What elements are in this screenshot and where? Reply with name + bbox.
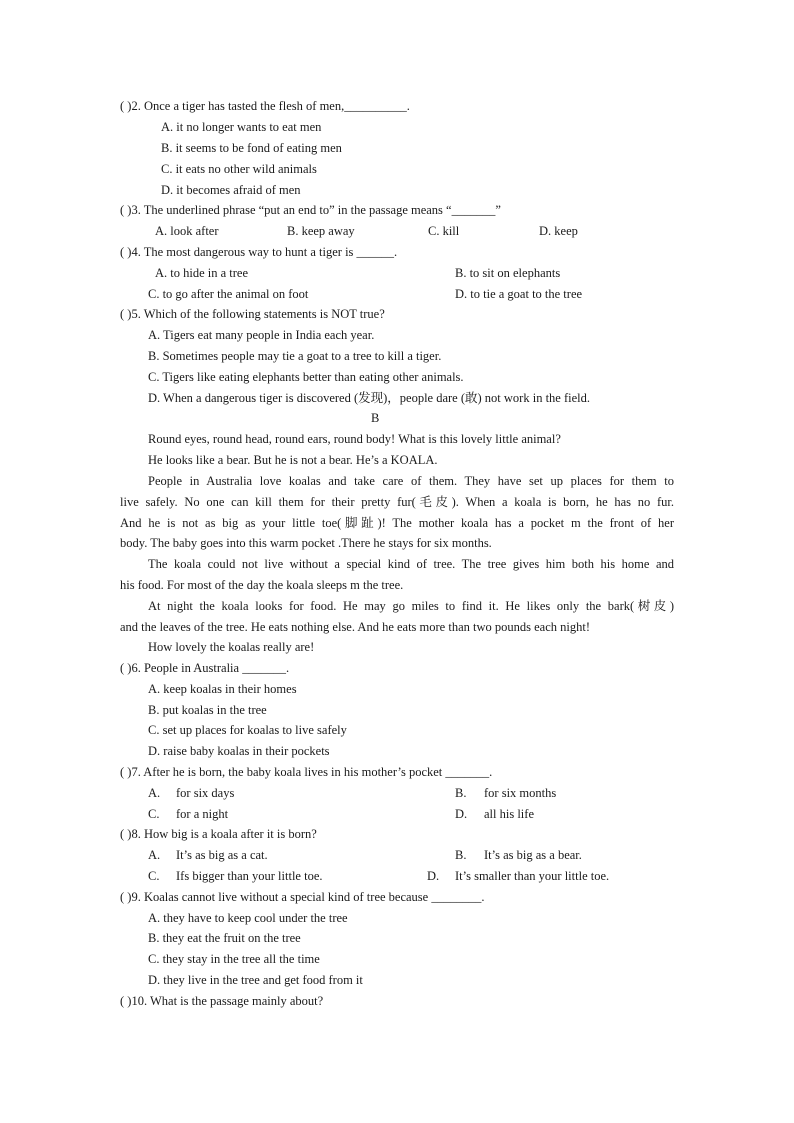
question-3-option-b: B. keep away xyxy=(287,224,355,238)
passage-paragraph-1-line-3: And he is not as big as your little toe(脚趾)! The mother koala has a pocket m the front of her xyxy=(120,516,674,530)
question-4-option-c: C. to go after the animal on foot xyxy=(148,287,309,301)
question-3-stem: ( )3. The underlined phrase “put an end to” in the passage means “_______” xyxy=(120,203,501,217)
question-5-option-a: A. Tigers eat many people in India each year. xyxy=(148,328,375,342)
passage-paragraph-2-line-1: The koala could not live without a special kind of tree. The tree gives him both his home and xyxy=(148,557,674,571)
question-7-option-c-text: for a night xyxy=(176,807,229,821)
question-8-option-b-letter: B. xyxy=(455,848,467,862)
question-8-stem: ( )8. How big is a koala after it is born? xyxy=(120,827,317,841)
passage-paragraph-4: How lovely the koalas really are! xyxy=(148,640,315,654)
question-2-option-d: D. it becomes afraid of men xyxy=(161,183,301,197)
question-5-option-c: C. Tigers like eating elephants better than eating other animals. xyxy=(148,370,464,384)
question-9-option-a: A. they have to keep cool under the tree xyxy=(148,911,348,925)
question-8-option-d-letter: D. xyxy=(427,869,440,883)
question-9-option-d: D. they live in the tree and get food from it xyxy=(148,973,363,987)
question-8-option-c-text: Ifs bigger than your little toe. xyxy=(176,869,323,883)
question-9-stem: ( )9. Koalas cannot live without a special kind of tree because ________. xyxy=(120,890,485,904)
question-6-option-d: D. raise baby koalas in their pockets xyxy=(148,744,330,758)
question-3-option-d: D. keep xyxy=(539,224,578,238)
question-5-option-d: D. When a dangerous tiger is discovered (发现)，people dare (敢) not work in the field. xyxy=(148,391,590,405)
question-7-option-d-letter: D. xyxy=(455,807,468,821)
question-2-option-c: C. it eats no other wild animals xyxy=(161,162,317,176)
question-9-option-b: B. they eat the fruit on the tree xyxy=(148,931,301,945)
question-4-option-b: B. to sit on elephants xyxy=(455,266,561,280)
question-4-option-a: A. to hide in a tree xyxy=(155,266,249,280)
question-6-option-a: A. keep koalas in their homes xyxy=(148,682,297,696)
passage-paragraph-3-line-1: At night the koala looks for food. He may go miles to find it. He likes only the bark(树皮) xyxy=(148,599,674,613)
question-7-option-c-letter: C. xyxy=(148,807,160,821)
question-6-option-b: B. put koalas in the tree xyxy=(148,703,267,717)
section-label: B xyxy=(371,411,380,425)
question-7-option-b-text: for six months xyxy=(484,786,557,800)
question-7-option-a-letter: A. xyxy=(148,786,161,800)
question-2-option-b: B. it seems to be fond of eating men xyxy=(161,141,342,155)
question-9-option-c: C. they stay in the tree all the time xyxy=(148,952,320,966)
question-7-stem: ( )7. After he is born, the baby koala lives in his mother’s pocket _______. xyxy=(120,765,493,779)
question-3-option-a: A. look after xyxy=(155,224,219,238)
question-6-stem: ( )6. People in Australia _______. xyxy=(120,661,290,675)
question-3-option-c: C. kill xyxy=(428,224,460,238)
question-8-option-d-text: It’s smaller than your little toe. xyxy=(455,869,610,883)
question-7-option-a-text: for six days xyxy=(176,786,235,800)
passage-intro-1: Round eyes, round head, round ears, round body! What is this lovely little animal? xyxy=(148,432,561,446)
passage-paragraph-1-line-2: live safely. No one can kill them for their pretty fur(毛皮). When a koala is born, he has no fur. xyxy=(120,495,674,509)
question-7-option-d-text: all his life xyxy=(484,807,534,821)
passage-paragraph-1-line-1: People in Australia love koalas and take care of them. They have set up places for them to xyxy=(148,474,674,488)
question-4-option-d: D. to tie a goat to the tree xyxy=(455,287,583,301)
passage-paragraph-3-line-2: and the leaves of the tree. He eats nothing else. And he eats more than two pounds each night! xyxy=(120,620,590,634)
question-10-stem: ( )10. What is the passage mainly about? xyxy=(120,994,324,1008)
question-8-option-a-letter: A. xyxy=(148,848,161,862)
question-2-option-a: A. it no longer wants to eat men xyxy=(161,120,322,134)
question-5-option-b: B. Sometimes people may tie a goat to a tree to kill a tiger. xyxy=(148,349,442,363)
question-6-option-c: C. set up places for koalas to live safely xyxy=(148,723,347,737)
question-7-option-b-letter: B. xyxy=(455,786,467,800)
passage-intro-2: He looks like a bear. But he is not a bear. He’s a KOALA. xyxy=(148,453,438,467)
question-8-option-a-text: It’s as big as a cat. xyxy=(176,848,268,862)
question-4-stem: ( )4. The most dangerous way to hunt a tiger is ______. xyxy=(120,245,398,259)
question-8-option-c-letter: C. xyxy=(148,869,160,883)
passage-paragraph-1-line-4: body. The baby goes into this warm pocket .There he stays for six months. xyxy=(120,536,492,550)
question-5-stem: ( )5. Which of the following statements is NOT true? xyxy=(120,307,385,321)
question-8-option-b-text: It’s as big as a bear. xyxy=(484,848,582,862)
passage-paragraph-2-line-2: his food. For most of the day the koala sleeps m the tree. xyxy=(120,578,404,592)
question-2-stem: ( )2. Once a tiger has tasted the flesh of men,__________. xyxy=(120,99,410,113)
